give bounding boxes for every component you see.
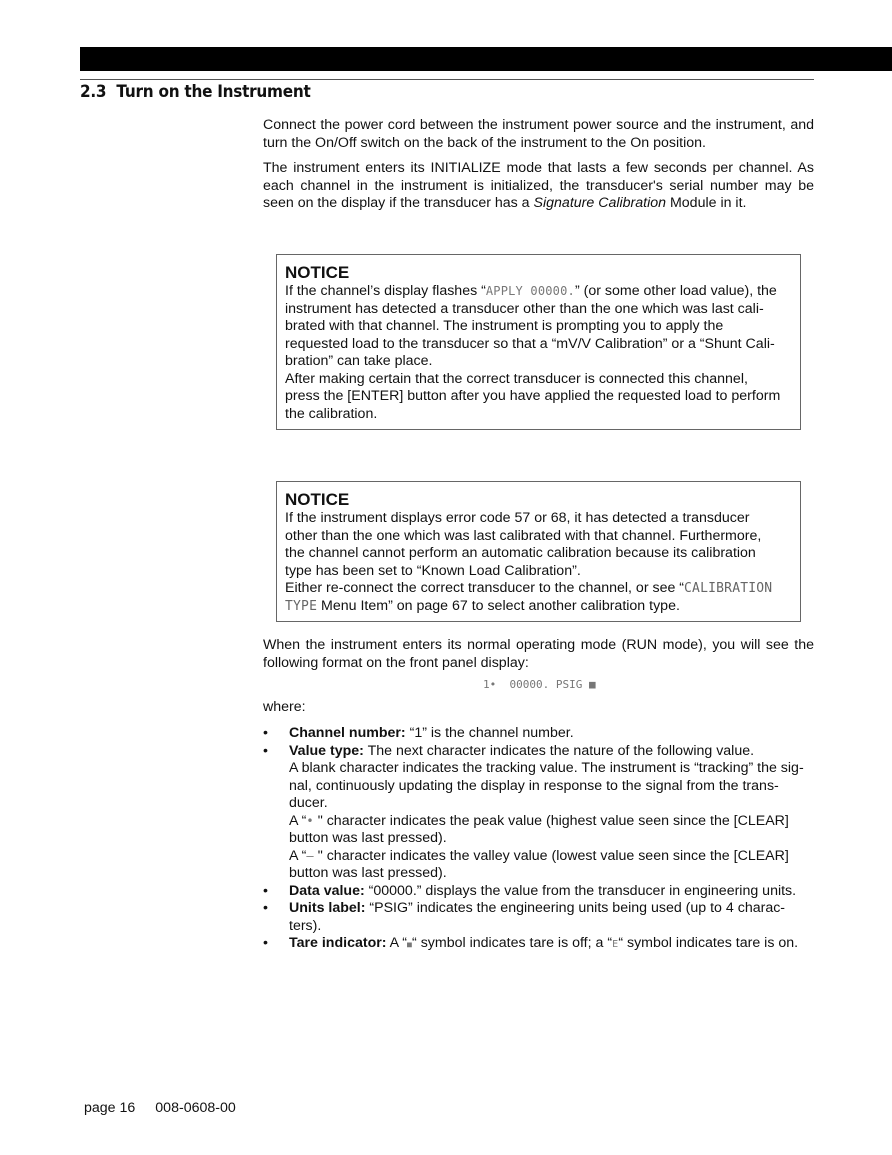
list-item-channel-number: • Channel number: “1” is the channel number. (263, 725, 814, 743)
section-heading (80, 82, 311, 102)
run-mode-paragraph: When the instrument enters its normal operating mode (RUN mode), you will see the following format on the front panel display: (263, 637, 814, 671)
page-number: page 16 (84, 1100, 136, 1116)
notice-line: TYPE Menu Item” on page 67 to select another calibration type. (285, 597, 680, 614)
notice-line: other than the one which was last calibrated with that channel. Furthermore, (285, 527, 762, 544)
notice-title: NOTICE (285, 263, 350, 282)
valley-symbol: – (306, 848, 314, 863)
lcd-text: CALIBRATION (684, 581, 773, 596)
notice-title: NOTICE (285, 490, 350, 509)
list-item-value-type: • Value type: The next character indicates the nature of the following value. A blank character indicates the tracking value. The instrument is “tracking” the sig- nal, continuously updating the display in response to the signal from the trans- ducer. A “• " character indicates the peak value (highest value seen since the [CLEAR] button was last pressed). A “– " character indicates the valley value (lowest value seen since the [CLEAR] button was last pressed). (263, 743, 814, 883)
power-paragraph: Connect the power cord between the instrument power source and the instrument, and turn the On/Off switch on the back of the instrument to the On position. (263, 117, 814, 151)
notice-line: requested load to the transducer so that a “mV/V Calibration” or a “Shunt Cali- (285, 335, 775, 352)
field-list (263, 725, 814, 954)
notice-line: instrument has detected a transducer other than the one which was last cali- (285, 300, 764, 317)
notice-box-error-code (276, 481, 801, 622)
list-item-tare-indicator: • Tare indicator: A “■“ symbol indicates tare is off; a “E“ symbol indicates tare is on. (263, 935, 814, 954)
notice-line: After making certain that the correct transducer is connected this channel, (285, 370, 748, 387)
notice-box-calibration (276, 254, 801, 430)
document-number: 008-0608-00 (155, 1100, 236, 1116)
notice-line: If the instrument displays error code 57 or 68, it has detected a transducer (285, 510, 750, 526)
where-label: where: (263, 699, 306, 715)
notice-line: the channel cannot perform an automatic calibration because its calibration (285, 545, 756, 561)
peak-symbol: • (306, 813, 314, 828)
lcd-text: APPLY 00000. (485, 284, 575, 298)
notice-line: press the [ENTER] button after you have applied the requested load to perform (285, 388, 781, 404)
notice-line: type has been set to “Known Load Calibration”. (285, 562, 581, 579)
header-bar (80, 47, 892, 71)
header-rule (80, 79, 814, 80)
display-example: 1• 00000. PSIG ■ (483, 678, 596, 691)
tare-off-symbol: ■ (407, 940, 413, 949)
notice-line: the calibration. (285, 405, 378, 422)
initialize-paragraph: The instrument enters its INITIALIZE mode that lasts a few seconds per channel. As each channel in the instrument is initialized, the transducer's serial number may be seen on the display if the transducer has a Signature Calibration Module in it. (263, 160, 814, 211)
notice-line: bration” can take place. (285, 353, 433, 369)
tare-on-symbol: E (612, 939, 619, 950)
section-number: 2.3 (80, 82, 107, 102)
list-item-units-label: • Units label: “PSIG” indicates the engineering units being used (up to 4 charac- ters). (263, 900, 814, 935)
lcd-text: TYPE (285, 598, 318, 614)
page-footer (84, 1100, 236, 1116)
notice-line: Either re-connect the correct transducer to the channel, or see “CALIBRATION (285, 580, 773, 596)
notice-line: brated with that channel. The instrument is prompting you to apply the (285, 318, 724, 334)
notice-line: If the channel’s display flashes “APPLY 00000.” (or some other load value), the (285, 283, 777, 299)
list-item-data-value: • Data value: “00000.” displays the value from the transducer in engineering units. (263, 883, 814, 901)
section-title: Turn on the Instrument (116, 82, 311, 102)
